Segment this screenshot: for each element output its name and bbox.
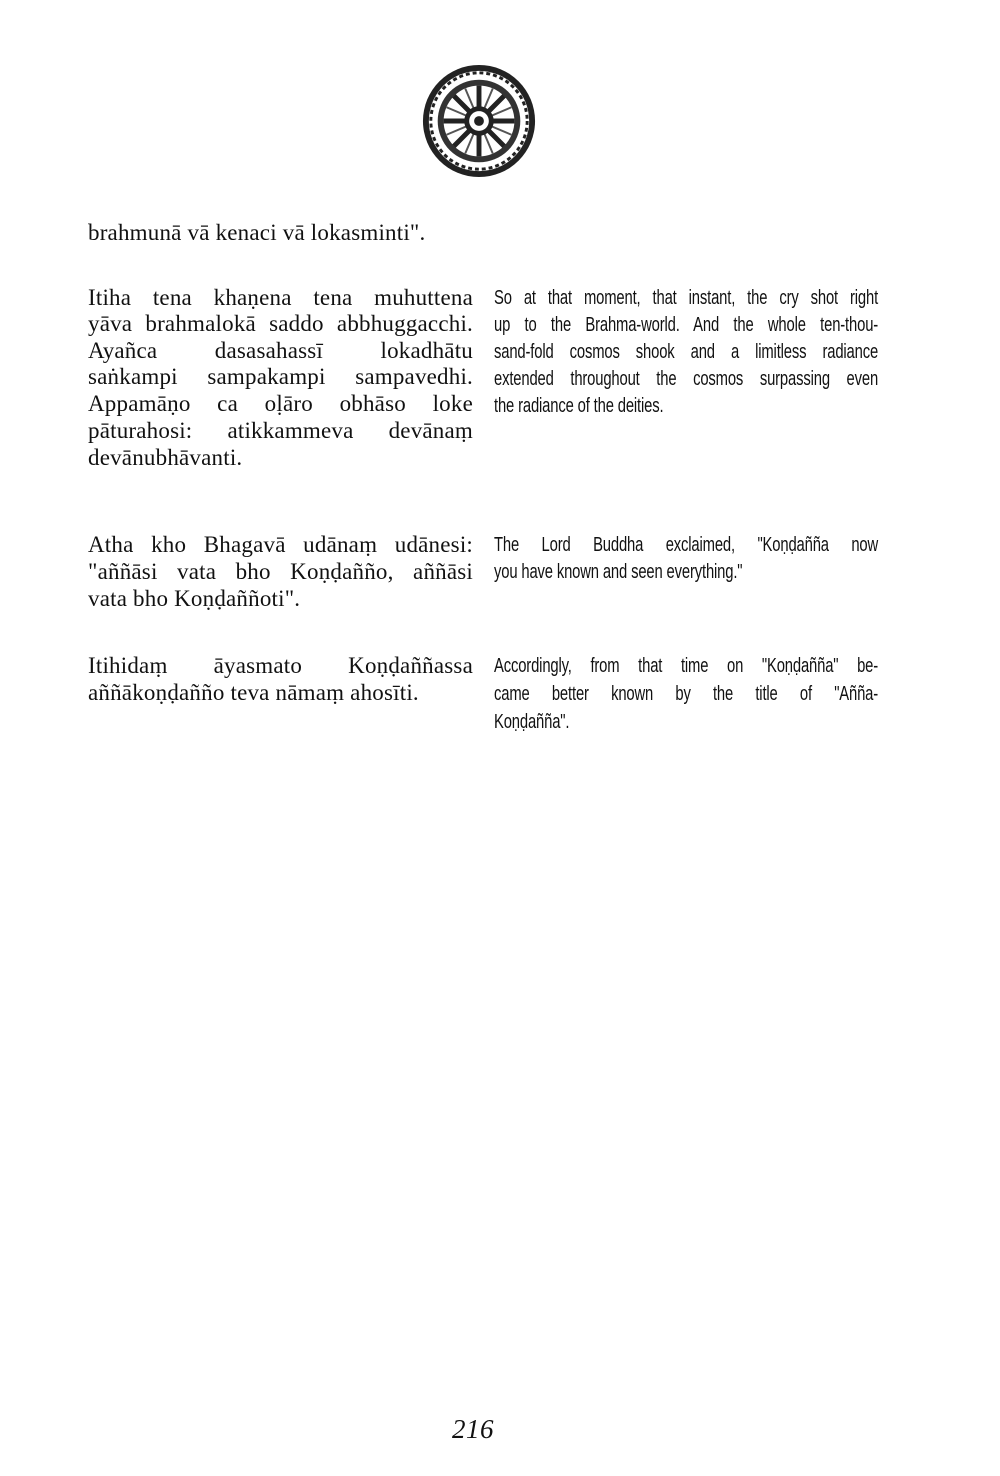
english-line: So at that moment, that instant, the cry shot right bbox=[494, 287, 879, 309]
english-line: you have known and seen everything." bbox=[494, 561, 743, 583]
english-line: Koṇḍañña". bbox=[494, 711, 570, 733]
pali-line: pāturahosi: atikkammeva devānaṃ bbox=[88, 418, 473, 443]
pali-line: Itiha tena khaṇena tena muhuttena bbox=[88, 285, 473, 310]
english-line: The Lord Buddha exclaimed, "Koṇḍañña now bbox=[494, 534, 879, 556]
intro-line: brahmunā vā kenaci vā lokasminti". bbox=[88, 220, 426, 245]
pali-line: "aññāsi vata bho Koṇḍañño, aññāsi bbox=[88, 559, 473, 584]
english-line: the radiance of the deities. bbox=[494, 395, 664, 417]
pali-line: devānubhāvanti. bbox=[88, 445, 243, 470]
english-line: came better known by the title of "Añña- bbox=[494, 683, 879, 705]
pali-line: saṅkampi sampakampi sampavedhi. bbox=[88, 364, 473, 389]
pali-line: Itihidaṃ āyasmato Koṇḍaññassa bbox=[88, 653, 473, 678]
pali-line: aññākoṇḍañño teva nāmaṃ ahosīti. bbox=[88, 680, 419, 705]
pali-line: Atha kho Bhagavā udānaṃ udānesi: bbox=[88, 532, 473, 557]
pali-line: yāva brahmalokā saddo abbhuggacchi. bbox=[88, 311, 473, 336]
english-line: up to the Brahma-world. And the whole ten-thou- bbox=[494, 314, 879, 336]
english-line: sand-fold cosmos shook and a limitless radiance bbox=[494, 341, 879, 363]
dharma-wheel-icon bbox=[420, 62, 538, 180]
pali-line: vata bho Koṇḍaññoti". bbox=[88, 586, 301, 611]
english-line: extended throughout the cosmos surpassing even bbox=[494, 368, 879, 390]
page-number: 216 bbox=[452, 1414, 494, 1444]
english-line: Accordingly, from that time on "Koṇḍañña" be- bbox=[494, 655, 879, 677]
pali-line: Appamāṇo ca oḷāro obhāso loke bbox=[88, 391, 473, 416]
pali-line: Ayañca dasasahassī lokadhātu bbox=[88, 338, 473, 363]
